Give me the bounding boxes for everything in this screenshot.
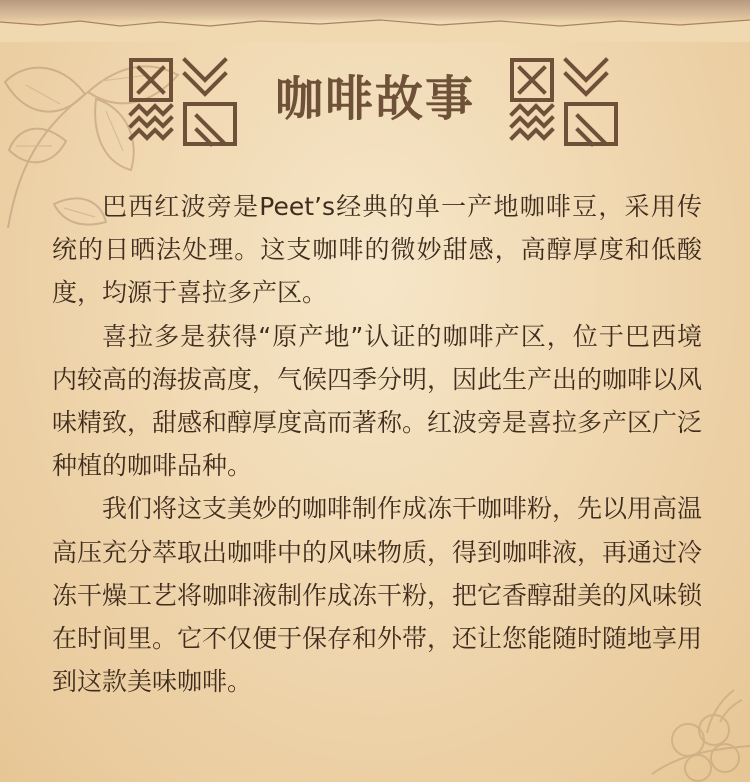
story-paragraph-1: 巴西红波旁是Peet’s经典的单一产地咖啡豆，采用传统的日晒法处理。这支咖啡的微妙甜感，高醇厚度和低酸度，均源于喜拉多产区。 <box>52 192 702 308</box>
story-paragraph-2: 喜拉多是获得“原产地”认证的咖啡产区，位于巴西境内较高的海拔高度，气候四季分明，因此生产出的咖啡以风味精致，甜感和醇厚度高而著称。红波旁是喜拉多产区广泛种植的咖啡品种。 <box>52 321 703 481</box>
left-motif-icon <box>127 52 241 148</box>
right-motif-icon <box>508 52 622 148</box>
story-content <box>52 185 702 703</box>
story-paragraph-3: 我们将这支美妙的咖啡制作成冻干咖啡粉，先以用高温高压充分萃取出咖啡中的风味物质，得到咖啡液，再通过冷冻干燥工艺将咖啡液制作成冻干粉，把它香醇甜美的风味锁在时间里。它不仅便于保存和外带，还让您能随时随地享用到这款美味咖啡。 <box>52 494 703 697</box>
page-title: 咖啡故事 <box>274 71 475 127</box>
coffee-berry-icon <box>630 672 750 782</box>
